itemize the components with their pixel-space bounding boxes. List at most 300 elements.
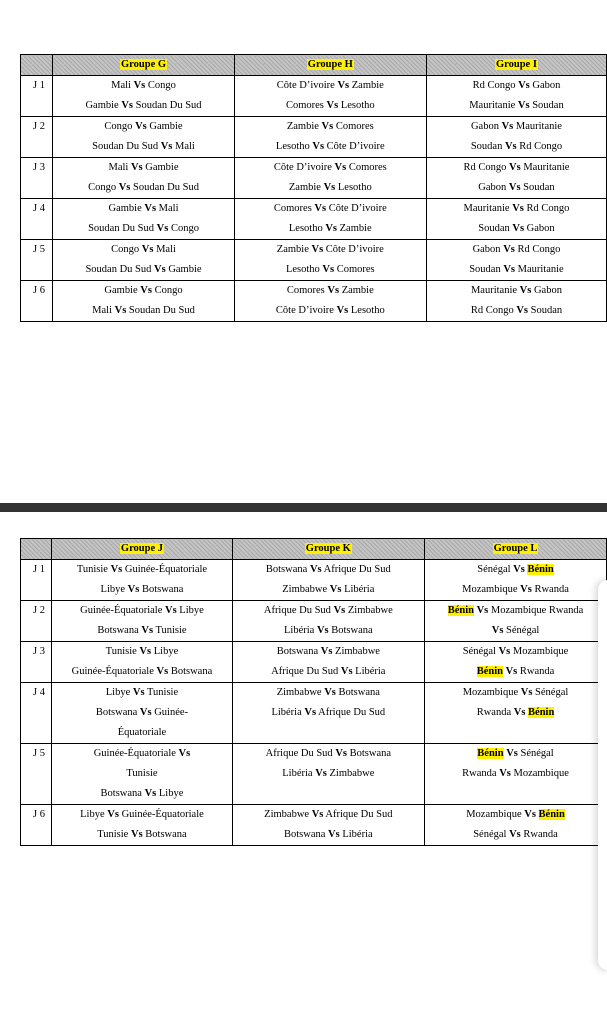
fixture-line — [236, 764, 421, 784]
team-name: Soudan — [532, 100, 564, 111]
fixture-line — [56, 117, 230, 137]
fixture-line — [238, 96, 423, 116]
fixture-line — [428, 580, 603, 600]
team-name: Zambie — [351, 80, 384, 91]
versus-label: Vs — [524, 809, 536, 820]
versus-label: Vs — [107, 809, 119, 820]
fixture-line — [55, 784, 228, 804]
fixture-line — [428, 764, 603, 784]
fixture-line — [56, 178, 230, 198]
team-name: Rd Congo — [519, 141, 563, 152]
matchday-label: J 4 — [21, 683, 52, 744]
versus-label: Vs — [121, 100, 133, 111]
versus-label: Vs — [316, 625, 329, 636]
fixture-line — [56, 199, 230, 219]
versus-label: Vs — [518, 80, 530, 91]
fixture-line — [55, 764, 228, 784]
fixture-line — [55, 601, 228, 621]
table-row — [21, 601, 607, 642]
fixture-line — [236, 560, 421, 580]
versus-label: Vs — [325, 223, 338, 234]
page-separator — [0, 503, 607, 512]
team-name: Zimbabwe — [335, 646, 380, 657]
fixture-line — [236, 662, 421, 682]
team-name: Sénégal — [462, 646, 496, 657]
versus-label: Vs — [336, 305, 349, 316]
team-name: Botswana — [145, 829, 187, 840]
matchday-label: J 4 — [21, 199, 53, 240]
fixture-cell — [53, 281, 234, 322]
team-name: Zimbabwe — [329, 768, 375, 779]
fixture-line — [238, 178, 423, 198]
fixture-line — [430, 137, 603, 157]
fixture-cell — [53, 199, 234, 240]
fixture-line — [428, 662, 603, 682]
fixture-line — [238, 281, 423, 301]
versus-label: Vs — [503, 264, 516, 275]
versus-label: Vs — [314, 203, 327, 214]
versus-label: Vs — [334, 162, 347, 173]
versus-label: Vs — [140, 285, 152, 296]
team-name: Rd Congo — [470, 305, 514, 316]
versus-label: Vs — [144, 788, 157, 799]
team-name: Congo — [147, 80, 176, 91]
team-name: Afrique Du Sud — [271, 666, 339, 677]
team-name: Comores — [348, 162, 387, 173]
schedule-table-groups-j-k-l — [20, 538, 607, 846]
team-name: Soudan — [478, 223, 510, 234]
team-name: Tunisie — [97, 829, 129, 840]
team-name: Gambie — [145, 162, 179, 173]
header-corner-cell — [21, 55, 53, 76]
versus-label: Vs — [506, 748, 518, 759]
team-name: Mali — [158, 203, 179, 214]
fixture-cell — [234, 199, 426, 240]
team-name: Mauritanie — [517, 264, 564, 275]
team-name: Guinée- — [154, 707, 189, 718]
fixture-line — [55, 805, 228, 825]
team-name: Libye — [80, 809, 105, 820]
fixture-line — [430, 178, 603, 198]
team-name: Soudan — [469, 264, 501, 275]
fixture-line — [238, 137, 423, 157]
versus-label: Vs — [311, 809, 324, 820]
group-title: Groupe H — [307, 59, 353, 70]
versus-label: Vs — [164, 605, 177, 616]
fixture-cell — [426, 281, 606, 322]
fixture-line — [238, 199, 423, 219]
fixture-line — [428, 703, 603, 723]
team-name: Lesotho — [285, 264, 320, 275]
team-name: Lesotho — [340, 100, 375, 111]
team-name: Rd Congo — [472, 80, 516, 91]
fixture-line — [428, 642, 603, 662]
versus-label: Vs — [499, 768, 511, 779]
versus-label: Vs — [491, 625, 504, 636]
fixture-line — [430, 240, 603, 260]
group-header-cell — [234, 55, 426, 76]
team-name: Guinée-Équatoriale — [71, 666, 154, 677]
versus-label: Vs — [309, 564, 322, 575]
group-title: Groupe I — [495, 59, 537, 70]
team-name: Afrique Du Sud — [263, 605, 331, 616]
team-name: Zimbabwe — [282, 584, 328, 595]
team-name: Gabon — [470, 121, 499, 132]
versus-label: Vs — [114, 305, 127, 316]
team-name: Botswana — [265, 564, 308, 575]
fixture-line — [236, 683, 421, 703]
fixture-cell — [52, 601, 232, 642]
table-row — [21, 240, 607, 281]
team-name: Gambie — [168, 264, 202, 275]
team-name: Soudan Du Sud — [135, 100, 202, 111]
versus-label: Vs — [509, 162, 521, 173]
group-title: Groupe J — [120, 543, 164, 554]
team-name: Guinée-Équatoriale — [80, 605, 163, 616]
versus-label: Vs — [133, 80, 146, 91]
team-name: Mali — [108, 162, 129, 173]
fixture-cell — [425, 601, 607, 642]
versus-label: Vs — [509, 829, 521, 840]
fixture-line — [428, 825, 603, 845]
fixture-cell — [52, 560, 232, 601]
fixture-line — [56, 301, 230, 321]
team-name: Mauritanie — [469, 100, 516, 111]
team-name: Zambie — [339, 223, 372, 234]
versus-label: Vs — [139, 646, 152, 657]
fixture-cell — [232, 744, 424, 805]
group-header-cell — [425, 539, 607, 560]
matchday-label: J 5 — [21, 744, 52, 805]
group-header-cell — [426, 55, 606, 76]
team-name: Libye — [105, 687, 131, 698]
team-name: Comores — [286, 285, 325, 296]
team-name: Tunisie — [147, 687, 179, 698]
group-header-cell — [52, 539, 232, 560]
table-header-row — [21, 539, 607, 560]
versus-label: Vs — [508, 182, 521, 193]
team-name-highlighted: Bénin — [477, 748, 504, 759]
versus-label: Vs — [315, 768, 327, 779]
fixture-line — [56, 76, 230, 96]
team-name: Botswana — [349, 748, 392, 759]
fixture-cell — [53, 158, 234, 199]
team-name: Gabon — [532, 80, 561, 91]
scroll-panel-edge[interactable] — [598, 580, 607, 970]
team-name: Mauritanie — [463, 203, 510, 214]
team-name: Libye — [158, 788, 184, 799]
header-corner-cell — [21, 539, 52, 560]
versus-label: Vs — [340, 666, 353, 677]
fixture-line — [428, 621, 603, 641]
fixture-line — [430, 219, 603, 239]
versus-label: Vs — [141, 244, 154, 255]
versus-label: Vs — [135, 121, 147, 132]
versus-label: Vs — [329, 584, 342, 595]
fixture-cell — [425, 805, 607, 846]
fixture-line — [238, 260, 423, 280]
team-name: Libéria — [283, 625, 315, 636]
team-name: Gabon — [533, 285, 562, 296]
fixture-line — [428, 805, 603, 825]
team-name: Congo — [154, 285, 183, 296]
matchday-label: J 6 — [21, 805, 52, 846]
team-name: Mali — [175, 141, 195, 152]
team-name: Congo — [170, 223, 199, 234]
fixture-line — [430, 158, 603, 178]
team-name: Côte D’ivoire — [325, 244, 384, 255]
team-name: Côte D’ivoire — [273, 162, 332, 173]
versus-label: Vs — [311, 244, 324, 255]
fixture-line — [55, 683, 228, 703]
versus-label: Vs — [512, 203, 524, 214]
team-name: Botswana — [276, 646, 319, 657]
group-title: Groupe G — [121, 59, 167, 70]
fixture-line — [428, 744, 603, 764]
team-name: Lesotho — [337, 182, 372, 193]
fixture-line — [56, 281, 230, 301]
versus-label: Vs — [322, 264, 335, 275]
group-title: Groupe K — [305, 543, 351, 554]
matchday-label: J 3 — [21, 642, 52, 683]
team-name: Mozambique — [513, 768, 569, 779]
fixture-cell — [232, 805, 424, 846]
team-name: Guinée-Équatoriale — [124, 564, 208, 575]
table-row — [21, 560, 607, 601]
team-name: Soudan — [470, 141, 503, 152]
team-name: Soudan Du Sud — [88, 223, 155, 234]
fixture-line — [236, 601, 421, 621]
versus-label: Vs — [312, 141, 325, 152]
team-name: Zambie — [276, 244, 309, 255]
group-title: Groupe L — [493, 543, 538, 554]
table-body — [21, 76, 607, 322]
versus-label: Vs — [337, 80, 350, 91]
fixture-cell — [53, 240, 234, 281]
team-name: Guinée-Équatoriale — [121, 809, 204, 820]
team-name: Rd Congo — [517, 244, 561, 255]
fixture-line — [56, 96, 230, 116]
team-name: Sénégal — [535, 687, 569, 698]
team-name: Rd Congo — [526, 203, 570, 214]
fixture-line — [56, 260, 230, 280]
team-name: Afrique Du Sud — [265, 748, 333, 759]
versus-label: Vs — [327, 285, 340, 296]
fixture-line — [430, 199, 603, 219]
team-name: Zimbabwe — [347, 605, 393, 616]
fixture-line — [430, 281, 603, 301]
fixture-line — [56, 137, 230, 157]
fixture-line — [430, 260, 603, 280]
group-header-cell — [232, 539, 424, 560]
versus-label: Vs — [156, 666, 169, 677]
fixture-line — [236, 642, 421, 662]
matchday-label: J 3 — [21, 158, 53, 199]
fixture-line — [55, 662, 228, 682]
fixture-line — [55, 642, 228, 662]
versus-label: Vs — [154, 264, 166, 275]
versus-label: Vs — [132, 687, 145, 698]
versus-label: Vs — [516, 305, 528, 316]
versus-label: Vs — [144, 203, 157, 214]
team-name: Mali — [92, 305, 112, 316]
team-name: Tunisie — [76, 564, 108, 575]
team-name: Sénégal — [477, 564, 511, 575]
team-name: Comores — [285, 100, 324, 111]
team-name-highlighted: Bénin — [538, 809, 565, 820]
fixture-cell — [232, 683, 424, 744]
team-name: Botswana — [170, 666, 213, 677]
versus-label: Vs — [324, 687, 336, 698]
table-row — [21, 683, 607, 744]
fixture-cell — [234, 76, 426, 117]
matchday-label: J 2 — [21, 117, 53, 158]
versus-label: Vs — [519, 285, 532, 296]
versus-label: Vs — [513, 564, 525, 575]
team-name: Soudan — [523, 182, 555, 193]
fixture-line — [238, 76, 423, 96]
team-name: Côte D’ivoire — [326, 141, 385, 152]
team-name: Afrique Du Sud — [318, 707, 386, 718]
fixture-line — [430, 76, 603, 96]
versus-label: Vs — [156, 223, 169, 234]
team-name: Afrique Du Sud — [325, 809, 393, 820]
team-name: Libéria — [342, 829, 373, 840]
fixture-line — [236, 621, 421, 641]
fixture-line — [238, 117, 423, 137]
fixture-line — [430, 117, 603, 137]
team-name: Libéria — [344, 584, 375, 595]
fixture-line — [236, 703, 421, 723]
fixture-line — [56, 240, 230, 260]
versus-label: Vs — [323, 182, 336, 193]
table-row — [21, 158, 607, 199]
team-name: Tunisie — [126, 768, 158, 779]
versus-label: Vs — [498, 646, 511, 657]
versus-label: Vs — [335, 748, 347, 759]
team-name: Congo — [88, 182, 117, 193]
fixture-cell — [232, 601, 424, 642]
team-name: Mozambique — [462, 584, 518, 595]
team-name: Libye — [179, 605, 204, 616]
fixture-cell — [425, 683, 607, 744]
fixture-line — [55, 560, 228, 580]
team-name: Zambie — [288, 182, 321, 193]
team-name: Libéria — [355, 666, 386, 677]
team-name: Mozambique — [512, 646, 569, 657]
fixture-line — [56, 158, 230, 178]
team-name: Afrique Du Sud — [323, 564, 391, 575]
fixture-line — [238, 219, 423, 239]
team-name: Mali — [111, 80, 131, 91]
matchday-label: J 6 — [21, 281, 53, 322]
fixture-line — [428, 560, 603, 580]
table-row — [21, 744, 607, 805]
team-name: Gabon — [526, 223, 555, 234]
table-row — [21, 117, 607, 158]
fixture-cell — [52, 642, 232, 683]
team-name: Mozambique Rwanda — [490, 605, 584, 616]
table-row — [21, 642, 607, 683]
team-name: Botswana — [141, 584, 184, 595]
fixture-cell — [234, 240, 426, 281]
team-name: Botswana — [331, 625, 373, 636]
table-header-row — [21, 55, 607, 76]
team-name: Soudan Du Sud — [133, 182, 199, 193]
team-name: Botswana — [95, 707, 138, 718]
versus-label: Vs — [517, 100, 530, 111]
versus-label: Vs — [130, 162, 143, 173]
fixture-cell — [234, 281, 426, 322]
team-name: Lesotho — [288, 223, 323, 234]
fixture-cell — [426, 117, 606, 158]
fixture-line — [55, 744, 228, 764]
schedule-table-groups-g-h-i — [20, 54, 607, 322]
team-name: Lesotho — [350, 305, 385, 316]
team-name: Lesotho — [275, 141, 310, 152]
team-name: Comores — [335, 121, 374, 132]
team-name: Mauritanie — [523, 162, 570, 173]
versus-label: Vs — [328, 829, 340, 840]
versus-label: Vs — [178, 748, 191, 759]
team-name: Botswana — [97, 625, 139, 636]
team-name: Congo — [111, 244, 140, 255]
fixture-cell — [425, 642, 607, 683]
team-name-highlighted: Bénin — [527, 564, 554, 575]
team-name: Tunisie — [105, 646, 137, 657]
fixture-cell — [52, 683, 232, 744]
versus-label: Vs — [118, 182, 131, 193]
fixture-cell — [53, 76, 234, 117]
table-row — [21, 805, 607, 846]
fixture-line — [236, 744, 421, 764]
fixture-line — [238, 158, 423, 178]
team-name: Rwanda — [462, 768, 497, 779]
team-name: Sénégal — [520, 748, 554, 759]
table-body — [21, 560, 607, 846]
team-name: Rwanda — [523, 829, 558, 840]
matchday-label: J 1 — [21, 76, 53, 117]
team-name: Botswana — [338, 687, 380, 698]
fixture-line — [238, 301, 423, 321]
fixture-line — [55, 825, 228, 845]
table-row — [21, 76, 607, 117]
team-name: Tunisie — [155, 625, 187, 636]
team-name: Côte D’ivoire — [328, 203, 387, 214]
team-name: Libye — [100, 584, 126, 595]
team-name-highlighted: Bénin — [447, 605, 474, 616]
versus-label: Vs — [304, 707, 317, 718]
team-name: Rwanda — [519, 666, 555, 677]
team-name: Rwanda — [476, 707, 512, 718]
fixture-cell — [426, 158, 606, 199]
fixture-cell — [426, 240, 606, 281]
team-name: Gabon — [472, 244, 501, 255]
versus-label: Vs — [520, 584, 532, 595]
fixture-line — [55, 621, 228, 641]
team-name: Botswana — [283, 829, 326, 840]
team-name: Rd Congo — [463, 162, 507, 173]
team-name: Équatoriale — [117, 727, 167, 738]
team-name: Comores — [273, 203, 312, 214]
versus-label: Vs — [505, 666, 518, 677]
versus-label: Vs — [160, 141, 173, 152]
team-name: Zambie — [286, 121, 319, 132]
versus-label: Vs — [333, 605, 346, 616]
table-row — [21, 281, 607, 322]
team-name: Zimbabwe — [264, 809, 310, 820]
team-name: Botswana — [100, 788, 142, 799]
